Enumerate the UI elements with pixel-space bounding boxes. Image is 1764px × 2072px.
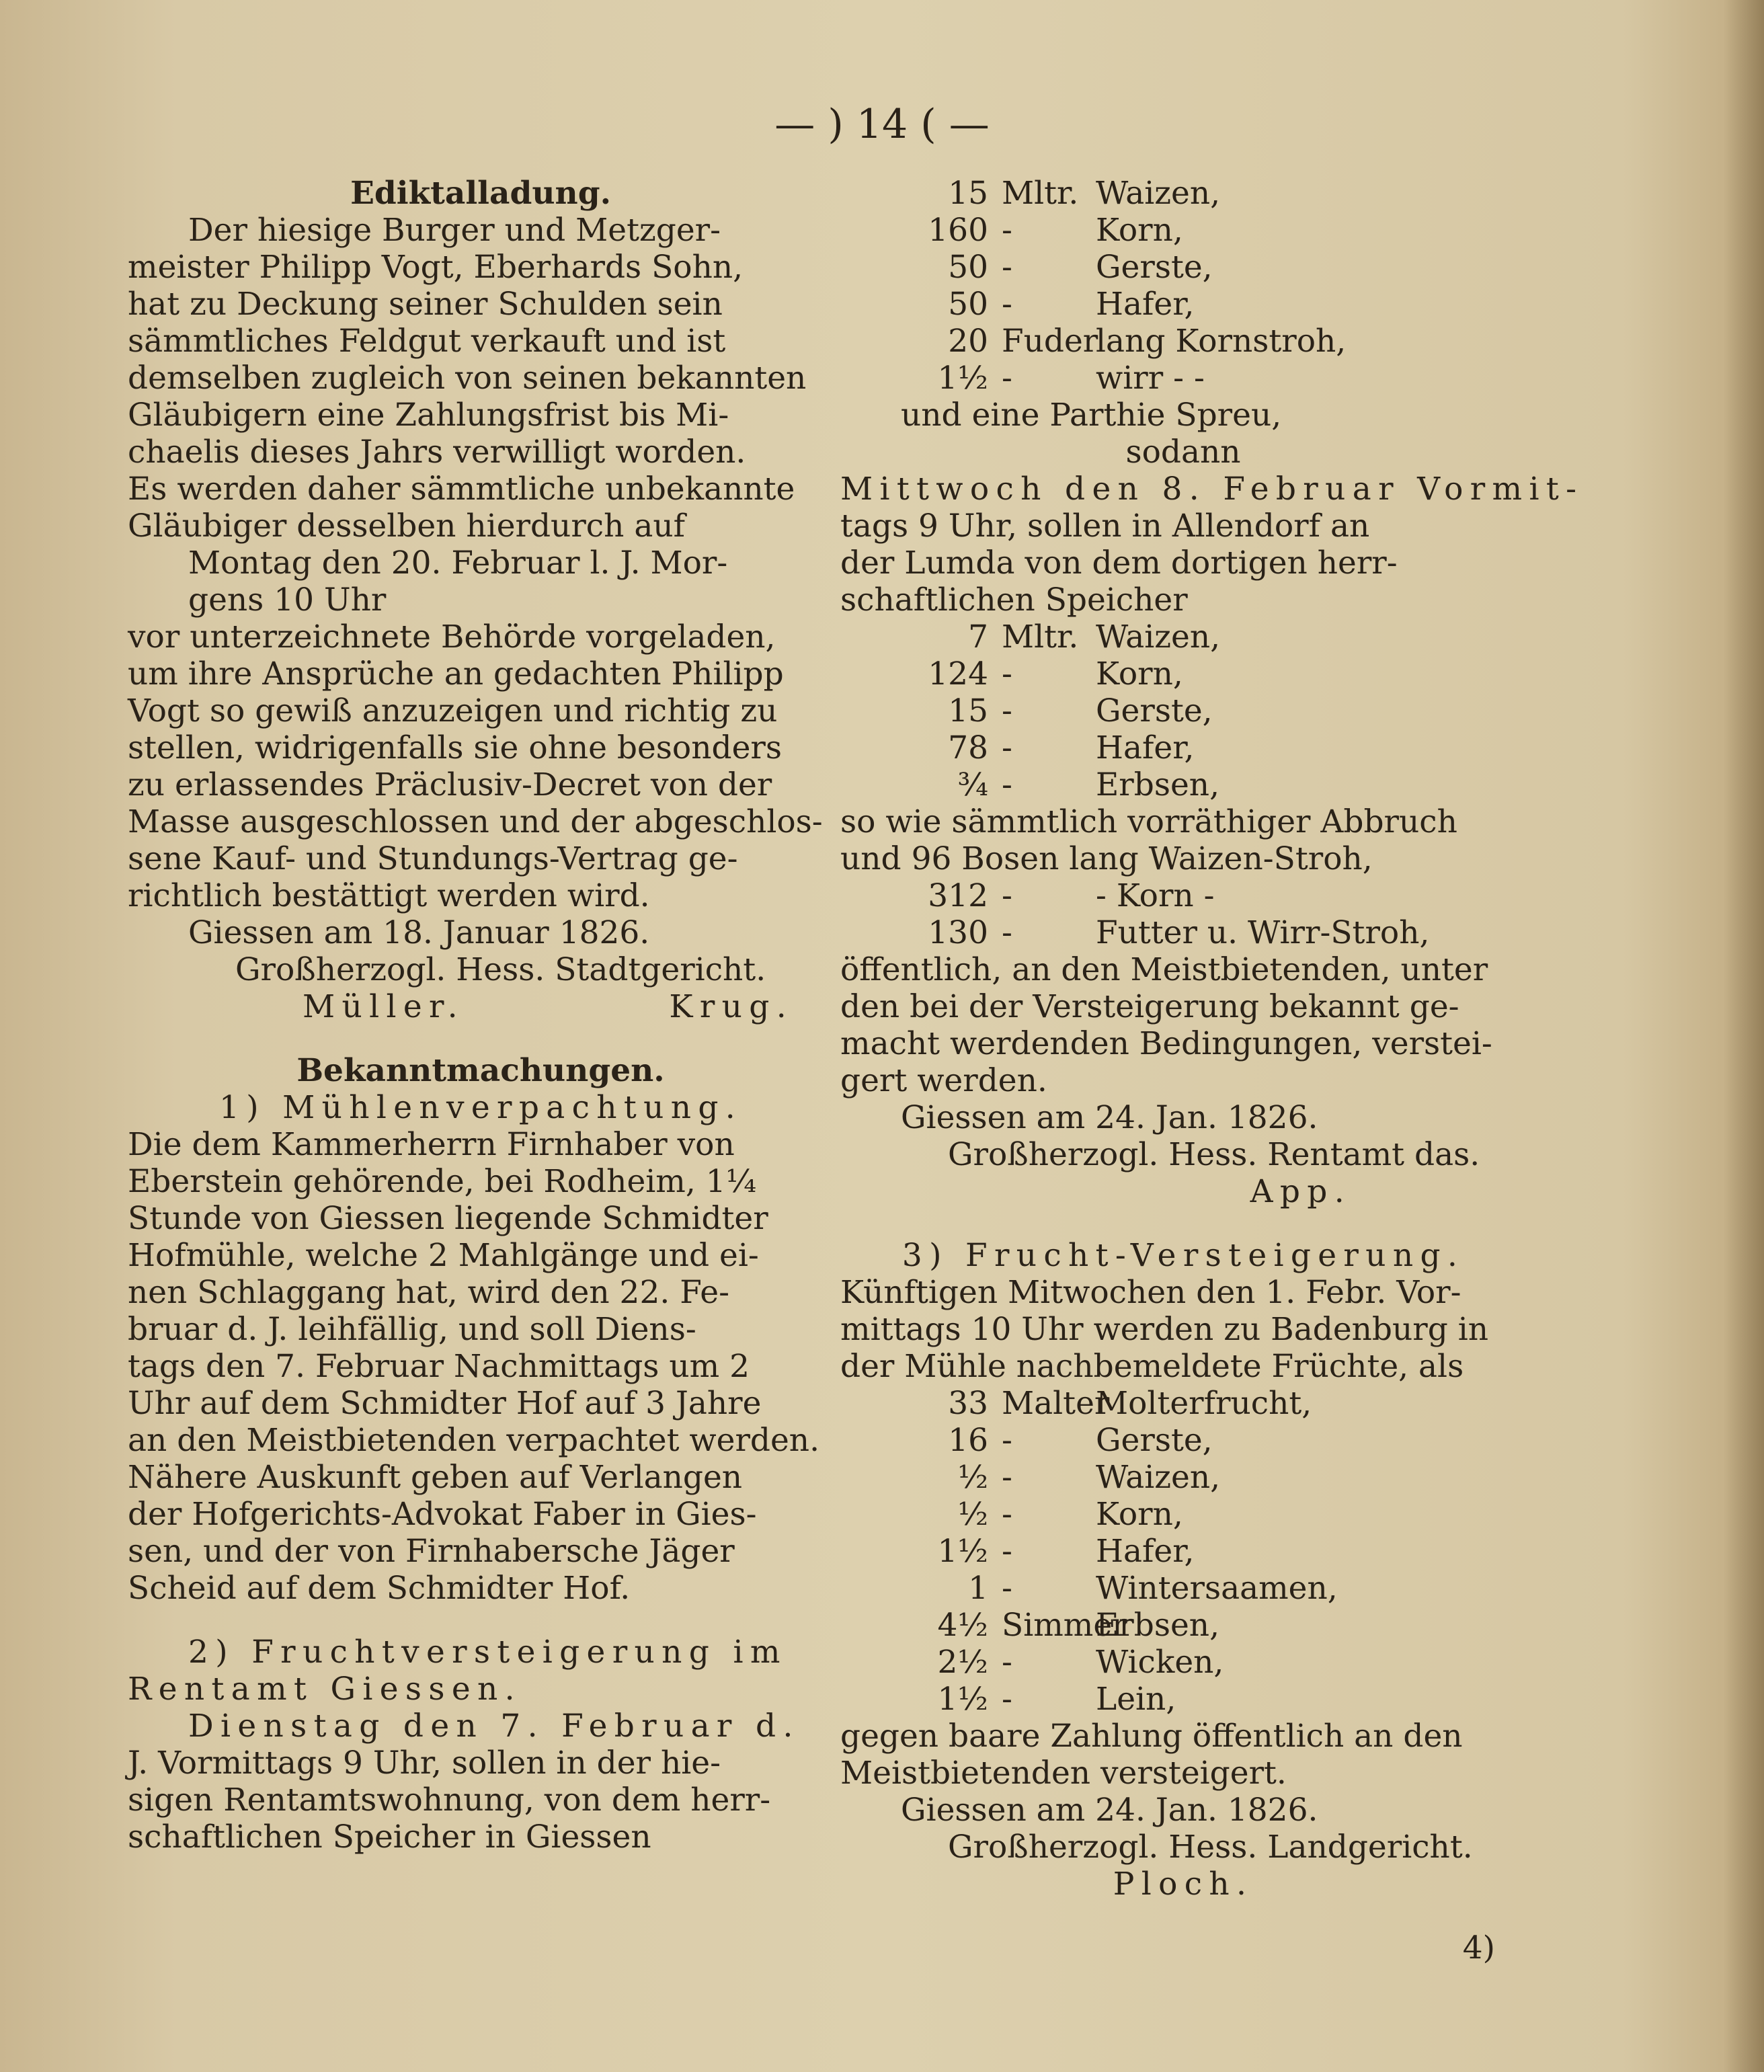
- commodity: lang Kornstroh,: [1096, 323, 1347, 360]
- item-title: Rentamt Giessen.: [128, 1671, 522, 1708]
- quantity: 33: [948, 1385, 988, 1422]
- table-row: [840, 1422, 1526, 1459]
- text-line: mittags 10 Uhr werden zu Badenburg in: [840, 1311, 1489, 1348]
- text-line: um ihre Ansprüche an gedachten Philipp: [128, 655, 784, 692]
- unit: -: [1002, 692, 1012, 729]
- commodity: Gerste,: [1096, 1422, 1213, 1459]
- table-row: [840, 914, 1526, 951]
- text-line: chaelis dieses Jahrs verwilligt worden.: [128, 434, 746, 471]
- unit: -: [1002, 1496, 1012, 1533]
- unit: -: [1002, 1533, 1012, 1570]
- text-line: der Mühle nachbemeldete Früchte, als: [840, 1348, 1464, 1385]
- quantity: 7: [968, 619, 988, 655]
- text-line: tags den 7. Februar Nachmittags um 2: [128, 1348, 750, 1385]
- item-title: 3) Frucht-Versteigerung.: [901, 1237, 1465, 1274]
- unit: -: [1002, 249, 1012, 286]
- text-line: Es werden daher sämmtliche unbekannte: [128, 471, 795, 508]
- quantity: 4½: [937, 1607, 988, 1644]
- signature: Ploch.: [1113, 1866, 1254, 1903]
- text-line: schaftlichen Speicher in Giessen: [128, 1819, 651, 1856]
- signature: Krug.: [669, 988, 793, 1025]
- commodity: Waizen,: [1096, 619, 1221, 655]
- unit: -: [1002, 286, 1012, 323]
- table-row: [840, 249, 1526, 286]
- text-line: nen Schlaggang hat, wird den 22. Fe-: [128, 1274, 729, 1311]
- text-line: stellen, widrigenfalls sie ohne besonders: [128, 729, 782, 766]
- commodity: Erbsen,: [1096, 766, 1220, 803]
- unit: -: [1002, 1570, 1012, 1607]
- unit: -: [1002, 729, 1012, 766]
- authority: Großherzogl. Hess. Rentamt das.: [948, 1136, 1480, 1173]
- text-line: gegen baare Zahlung öffentlich an den: [840, 1718, 1463, 1755]
- table-row: [840, 1607, 1526, 1644]
- table-row: [840, 729, 1526, 766]
- commodity: Gerste,: [1096, 692, 1213, 729]
- quantity: 15: [948, 175, 988, 212]
- table-row: [840, 175, 1526, 212]
- place-date: Giessen am 18. Januar 1826.: [188, 914, 650, 951]
- unit: -: [1002, 877, 1012, 914]
- commodity: Gerste,: [1096, 249, 1213, 286]
- section-title: Bekanntmachungen.: [296, 1052, 665, 1089]
- unit: -: [1002, 212, 1012, 249]
- text-line: Hofmühle, welche 2 Mahlgänge und ei-: [128, 1237, 759, 1274]
- text-line: Mittwoch den 8. Februar Vormit-: [840, 471, 1584, 508]
- commodity: Hafer,: [1096, 286, 1195, 323]
- unit: Mltr.: [1002, 619, 1079, 655]
- commodity: Wicken,: [1096, 1644, 1224, 1681]
- text-line: vor unterzeichnete Behörde vorgeladen,: [128, 619, 776, 655]
- signature: Müller.: [303, 988, 465, 1025]
- binding-shadow: [1724, 0, 1764, 2072]
- commodity: Molterfrucht,: [1096, 1385, 1312, 1422]
- quantity: 1½: [937, 1533, 988, 1570]
- unit: -: [1002, 1681, 1012, 1718]
- text-line: bruar d. J. leihfällig, und soll Diens-: [128, 1311, 696, 1348]
- text-line: Masse ausgeschlossen und der abgeschlos-: [128, 803, 823, 840]
- text-line: Künftigen Mitwochen den 1. Febr. Vor-: [840, 1274, 1461, 1311]
- text-line: sen, und der von Firnhabersche Jäger: [128, 1533, 735, 1570]
- table-row: [840, 212, 1526, 249]
- quantity: 78: [948, 729, 988, 766]
- page-number: — ) 14 ( —: [774, 101, 990, 148]
- commodity: Wintersaamen,: [1096, 1570, 1338, 1607]
- authority: Großherzogl. Hess. Landgericht.: [948, 1829, 1473, 1866]
- text-line: sämmtliches Feldgut verkauft und ist: [128, 323, 726, 360]
- item-title: 2) Fruchtversteigerung im: [188, 1634, 787, 1671]
- quantity: 124: [928, 655, 988, 692]
- edikt-title: Ediktalladung.: [350, 175, 611, 212]
- unit: -: [1002, 766, 1012, 803]
- unit: Simmer: [1002, 1607, 1127, 1644]
- commodity: - Korn -: [1096, 877, 1215, 914]
- unit: Mltr.: [1002, 175, 1079, 212]
- footer-mark: 4): [1462, 1929, 1495, 1966]
- text-line: so wie sämmtlich vorräthiger Abbruch: [840, 803, 1457, 840]
- table-row: [840, 692, 1526, 729]
- commodity: Korn,: [1096, 212, 1183, 249]
- unit: -: [1002, 1459, 1012, 1496]
- table-row: [840, 766, 1526, 803]
- text-line: Vogt so gewiß anzuzeigen und richtig zu: [128, 692, 778, 729]
- text-line: richtlich bestättigt werden wird.: [128, 877, 650, 914]
- unit: Fuder: [1002, 323, 1098, 360]
- unit: -: [1002, 360, 1012, 397]
- text-line: Dienstag den 7. Februar d.: [188, 1708, 800, 1745]
- commodity: Hafer,: [1096, 729, 1195, 766]
- authority: Großherzogl. Hess. Stadtgericht.: [235, 951, 766, 988]
- unit: Malter: [1002, 1385, 1110, 1422]
- quantity: 312: [928, 877, 988, 914]
- table-row: [840, 1385, 1526, 1422]
- text-line: schaftlichen Speicher: [840, 582, 1188, 619]
- text-line: Gläubigern eine Zahlungsfrist bis Mi-: [128, 397, 729, 434]
- text-line: Nähere Auskunft geben auf Verlangen: [128, 1459, 743, 1496]
- table-row: [840, 1644, 1526, 1681]
- text-line: den bei der Versteigerung bekannt ge-: [840, 988, 1459, 1025]
- text-line: der Lumda von dem dortigen herr-: [840, 545, 1398, 582]
- commodity: Korn,: [1096, 1496, 1183, 1533]
- table-row: [840, 1533, 1526, 1570]
- table-row: [840, 1496, 1526, 1533]
- text-line: sodann: [1125, 434, 1241, 471]
- quantity: ¾: [957, 766, 988, 803]
- table-row: [840, 323, 1526, 360]
- text-line: zu erlassendes Präclusiv-Decret von der: [128, 766, 772, 803]
- signature: App.: [1250, 1173, 1351, 1210]
- text-line: hat zu Deckung seiner Schulden sein: [128, 286, 723, 323]
- place-date: Giessen am 24. Jan. 1826.: [901, 1099, 1318, 1136]
- commodity: Korn,: [1096, 655, 1183, 692]
- quantity: ½: [957, 1459, 988, 1496]
- date-line: Montag den 20. Februar l. J. Mor-: [188, 545, 728, 582]
- text-line: Die dem Kammerherrn Firnhaber von: [128, 1126, 735, 1163]
- place-date: Giessen am 24. Jan. 1826.: [901, 1792, 1318, 1829]
- table-row: [840, 1459, 1526, 1496]
- table-row: [840, 360, 1526, 397]
- table-row: [840, 655, 1526, 692]
- quantity: 15: [948, 692, 988, 729]
- text-line: Gläubiger desselben hierdurch auf: [128, 508, 686, 545]
- commodity: Lein,: [1096, 1681, 1176, 1718]
- commodity: Erbsen,: [1096, 1607, 1220, 1644]
- quantity: 20: [948, 323, 988, 360]
- quantity: 50: [948, 249, 988, 286]
- text-line: sene Kauf- und Stundungs-Vertrag ge-: [128, 840, 738, 877]
- table-row: [840, 286, 1526, 323]
- quantity: 130: [928, 914, 988, 951]
- text-line: meister Philipp Vogt, Eberhards Sohn,: [128, 249, 744, 286]
- quantity: 1½: [937, 360, 988, 397]
- table-row: [840, 1570, 1526, 1607]
- text-line: Eberstein gehörende, bei Rodheim, 1¼: [128, 1163, 757, 1200]
- unit: -: [1002, 1422, 1012, 1459]
- text-line: Der hiesige Burger und Metzger-: [188, 212, 721, 249]
- commodity: wirr - -: [1096, 360, 1205, 397]
- text-line: Scheid auf dem Schmidter Hof.: [128, 1570, 631, 1607]
- text-line: J. Vormittags 9 Uhr, sollen in der hie-: [128, 1745, 721, 1782]
- text-line: sigen Rentamtswohnung, von dem herr-: [128, 1782, 771, 1819]
- text-line: und 96 Bosen lang Waizen-Stroh,: [840, 840, 1373, 877]
- commodity: Hafer,: [1096, 1533, 1195, 1570]
- signatures: [128, 988, 834, 1025]
- commodity: Futter u. Wirr-Stroh,: [1096, 914, 1430, 951]
- quantity: 1: [968, 1570, 988, 1607]
- quantity: 160: [928, 212, 988, 249]
- text-line: gert werden.: [840, 1062, 1047, 1099]
- date-line: gens 10 Uhr: [188, 582, 387, 619]
- text-line: öffentlich, an den Meistbietenden, unter: [840, 951, 1488, 988]
- quantity: 2½: [937, 1644, 988, 1681]
- unit: -: [1002, 1644, 1012, 1681]
- unit: -: [1002, 655, 1012, 692]
- text-line: Stunde von Giessen liegende Schmidter: [128, 1200, 768, 1237]
- commodity: Waizen,: [1096, 1459, 1221, 1496]
- text-line: macht werdenden Bedingungen, verstei-: [840, 1025, 1492, 1062]
- quantity: 1½: [937, 1681, 988, 1718]
- quantity: 16: [948, 1422, 988, 1459]
- unit: -: [1002, 914, 1012, 951]
- table-row: [840, 619, 1526, 655]
- text-line: an den Meistbietenden verpachtet werden.: [128, 1422, 820, 1459]
- text-line: der Hofgerichts-Advokat Faber in Gies-: [128, 1496, 757, 1533]
- commodity: Waizen,: [1096, 175, 1221, 212]
- quantity: ½: [957, 1496, 988, 1533]
- item-title: 1) Mühlenverpachtung.: [218, 1089, 743, 1126]
- text-line: tags 9 Uhr, sollen in Allendorf an: [840, 508, 1370, 545]
- text-line: Meistbietenden versteigert.: [840, 1755, 1287, 1792]
- left-column: [128, 175, 834, 1856]
- text-line: Uhr auf dem Schmidter Hof auf 3 Jahre: [128, 1385, 762, 1422]
- table-row: [840, 877, 1526, 914]
- right-column: [840, 175, 1584, 1903]
- quantity: 50: [948, 286, 988, 323]
- text-line: und eine Parthie Spreu,: [901, 397, 1282, 434]
- text-line: demselben zugleich von seinen bekannten: [128, 360, 807, 397]
- table-row: [840, 1681, 1526, 1718]
